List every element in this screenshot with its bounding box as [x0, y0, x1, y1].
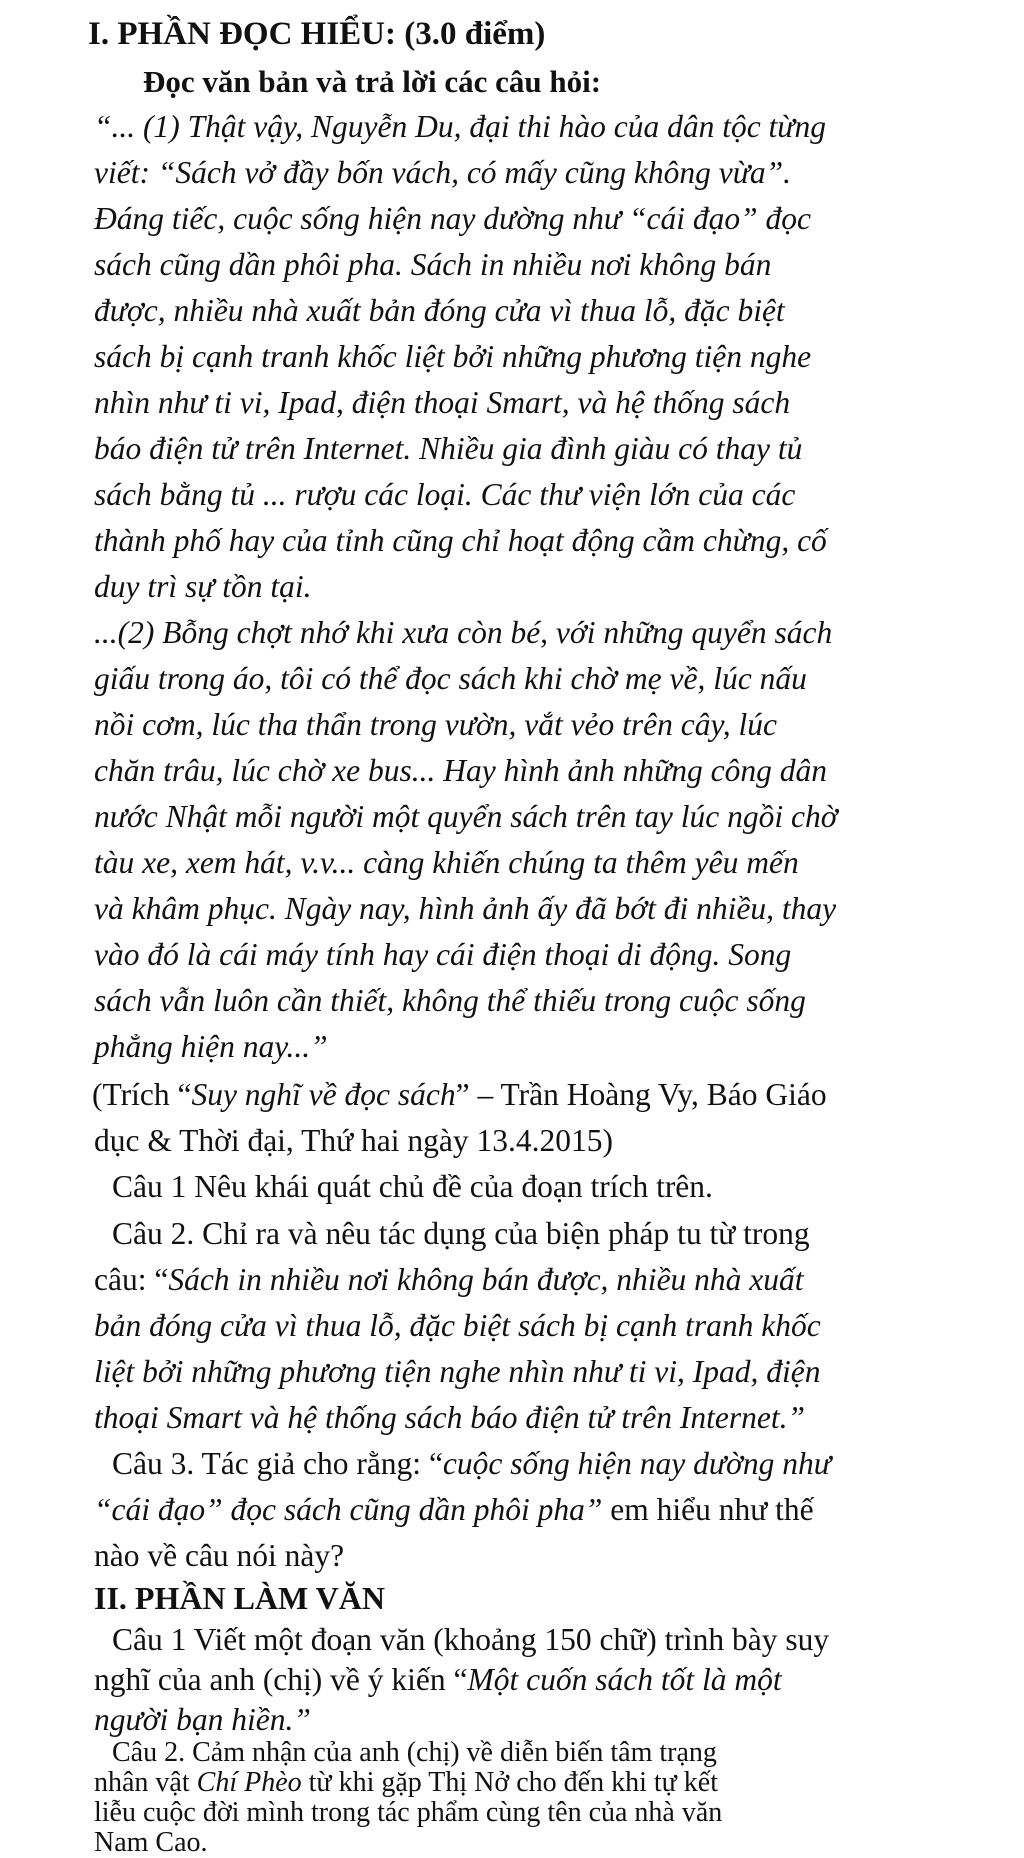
- passage-line: nước Nhật mỗi người một quyển sách trên tay lúc ngồi chờ: [94, 799, 838, 834]
- writing-question-2-character: Chí Phèo: [196, 1767, 302, 1798]
- passage-line: “... (1) Thật vậy, Nguyễn Du, đại thi hào của dân tộc từng: [94, 109, 826, 144]
- source-prefix: (Trích “: [92, 1077, 192, 1112]
- writing-question-1-line-3: người bạn hiền.”: [94, 1702, 311, 1737]
- source-citation-line-1: [92, 1075, 827, 1115]
- passage-line: chăn trâu, lúc chờ xe bus... Hay hình ảnh những công dân: [94, 753, 828, 788]
- writing-question-2-line-2: [94, 1767, 719, 1798]
- writing-question-1-line-1: Câu 1 Viết một đoạn văn (khoảng 150 chữ) trình bày suy: [112, 1622, 830, 1657]
- passage-line: sách vẫn luôn cần thiết, không thể thiếu trong cuộc sống: [94, 983, 806, 1018]
- section-2-heading: II. PHẦN LÀM VĂN: [94, 1580, 385, 1616]
- passage-line: thành phố hay của tỉnh cũng chỉ hoạt động cầm chừng, cố: [94, 523, 827, 558]
- question-3-quote-2: “cái đạo” đọc sách cũng dần phôi pha”: [94, 1492, 603, 1527]
- question-2-quote-line: thoại Smart và hệ thống sách báo điện tử trên Internet.”: [94, 1400, 805, 1435]
- writing-question-2-suffix: từ khi gặp Thị Nở cho đến khi tự kết: [301, 1767, 719, 1798]
- section-1-heading: I. PHẦN ĐỌC HIỂU: (3.0 điểm): [88, 16, 546, 52]
- question-2-quote-line: liệt bởi những phương tiện nghe nhìn như ti vi, Ipad, điện: [94, 1354, 821, 1389]
- source-title: Suy nghĩ về đọc sách: [191, 1077, 456, 1112]
- question-2-lead: câu: “: [94, 1262, 169, 1297]
- passage-line: nhìn như ti vi, Ipad, điện thoại Smart, và hệ thống sách: [94, 385, 791, 420]
- passage-line: vào đó là cái máy tính hay cái điện thoại di động. Song: [94, 937, 792, 972]
- question-3-line-1: [112, 1444, 831, 1484]
- question-3-prefix: Câu 3. Tác giả cho rằng: “: [112, 1446, 443, 1481]
- question-3-quote-1: cuộc sống hiện nay dường như: [442, 1446, 831, 1481]
- passage-line: duy trì sự tồn tại.: [94, 569, 312, 604]
- question-3-after: em hiểu như thế: [602, 1492, 814, 1527]
- passage-line: ...(2) Bỗng chợt nhớ khi xưa còn bé, với những quyển sách: [94, 615, 833, 650]
- passage-line: sách cũng dần phôi pha. Sách in nhiều nơi không bán: [94, 247, 772, 282]
- reading-instruction: Đọc văn bản và trả lời các câu hỏi:: [143, 64, 602, 99]
- writing-question-2-line-3: liễu cuộc đời mình trong tác phẩm cùng tên của nhà văn: [94, 1797, 723, 1828]
- passage-line: báo điện tử trên Internet. Nhiều gia đình giàu có thay tủ: [94, 431, 803, 466]
- writing-question-1-quote: Một cuốn sách tốt là một: [467, 1662, 782, 1697]
- question-2-quote: Sách in nhiều nơi không bán được, nhiều nhà xuất: [168, 1262, 804, 1297]
- question-3-line-3: nào về câu nói này?: [94, 1538, 345, 1573]
- passage-line: viết: “Sách vở đầy bốn vách, có mấy cũng không vừa”.: [94, 155, 792, 190]
- question-3-line-2: [94, 1490, 814, 1530]
- writing-question-2-line-1: Câu 2. Cảm nhận của anh (chị) về diễn biến tâm trạng: [112, 1737, 717, 1768]
- question-2-line-1: Câu 2. Chỉ ra và nêu tác dụng của biện pháp tu từ trong: [112, 1216, 810, 1251]
- passage-line: Đáng tiếc, cuộc sống hiện nay dường như “cái đạo” đọc: [94, 201, 811, 236]
- passage-line: nồi cơm, lúc tha thẩn trong vườn, vắt vẻo trên cây, lúc: [94, 707, 777, 742]
- writing-question-1-line-2: [94, 1660, 782, 1700]
- passage-line: sách bị cạnh tranh khốc liệt bởi những phương tiện nghe: [94, 339, 812, 374]
- source-citation-line-2: dục & Thời đại, Thứ hai ngày 13.4.2015): [94, 1123, 613, 1158]
- passage-line: và khâm phục. Ngày nay, hình ảnh ấy đã bớt đi nhiều, thay: [94, 891, 837, 926]
- passage-line: sách bằng tủ ... rượu các loại. Các thư viện lớn của các: [94, 477, 796, 512]
- source-author: ” – Trần Hoàng Vy, Báo Giáo: [455, 1077, 827, 1112]
- writing-question-2-prefix: nhân vật: [94, 1767, 197, 1798]
- passage-line: giấu trong áo, tôi có thể đọc sách khi chờ mẹ về, lúc nấu: [94, 661, 807, 696]
- passage-line: được, nhiều nhà xuất bản đóng cửa vì thua lỗ, đặc biệt: [94, 293, 785, 328]
- question-2-line-2: [94, 1260, 804, 1300]
- writing-question-2-line-4: Nam Cao.: [94, 1827, 208, 1858]
- passage-line: tàu xe, xem hát, v.v... càng khiến chúng ta thêm yêu mến: [94, 845, 799, 880]
- passage-line: phẳng hiện nay...”: [94, 1029, 328, 1064]
- question-1: Câu 1 Nêu khái quát chủ đề của đoạn trích trên.: [112, 1169, 713, 1204]
- question-2-quote-line: bản đóng cửa vì thua lỗ, đặc biệt sách bị cạnh tranh khốc: [94, 1308, 821, 1343]
- writing-question-1-prefix: nghĩ của anh (chị) về ý kiến “: [94, 1662, 468, 1697]
